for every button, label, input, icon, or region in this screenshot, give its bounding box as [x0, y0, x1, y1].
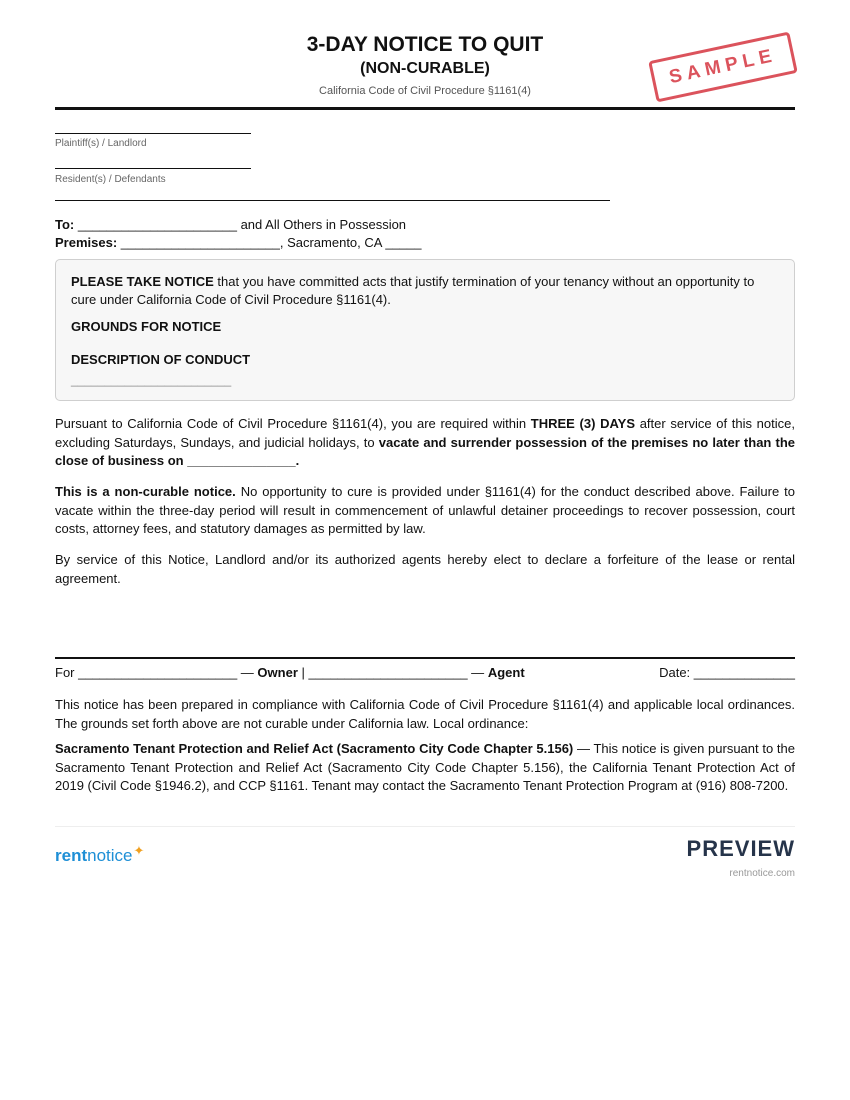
sparkle-icon: ✦: [133, 843, 145, 858]
logo-rent: rent: [55, 846, 88, 865]
forfeiture-paragraph: By service of this Notice, Landlord and/or its authorized agents hereby elect to declare a forfeiture of the lease or rental agreement.: [55, 552, 795, 586]
notice-lead-bold: PLEASE TAKE NOTICE: [71, 274, 214, 289]
vacate-text-a: Pursuant to California Code of Civil Procedure §1161(4), you are required within: [55, 416, 527, 431]
ordinance-paragraph: [55, 740, 795, 796]
compliance-paragraph: This notice has been prepared in compliance with California Code of Civil Procedure §1161(4) and applicable local ordinances. The grounds set forth above are not curable under California law. Local ordinance:: [55, 697, 795, 731]
plaintiff-label: Plaintiff(s) / Landlord: [55, 138, 147, 149]
conduct-blank: ________________________: [71, 373, 232, 387]
caption-divider: [55, 200, 610, 201]
footer-divider: [55, 826, 795, 827]
non-curable-text: No opportunity to cure is provided under §1161(4) for the conduct described above. Failure to vacate within the three-day period will result in commencement of unlawful detainer proceedings to recover possession, court costs, attorney fees, and statutory damages as permitted by law.: [55, 484, 795, 536]
owner-label: Owner: [257, 665, 298, 680]
site-url: rentnotice.com: [729, 868, 795, 879]
rentnotice-logo: [55, 843, 145, 866]
for-blank: For ______________________ —: [55, 665, 254, 680]
sample-stamp: SAMPLE: [648, 31, 798, 102]
logo-notice: notice: [87, 846, 133, 865]
document-subtitle: (NON-CURABLE): [360, 60, 490, 77]
notice-box: [55, 259, 795, 401]
vacate-deadline: vacate and surrender possession of the premises no later than the close of business on _______________.: [55, 434, 795, 468]
to-label: To:: [55, 217, 75, 232]
signature-row: [55, 665, 795, 680]
non-curable-bold: This is a non-curable notice.: [55, 484, 236, 499]
ordinance-bold: Sacramento Tenant Protection and Relief Act (Sacramento City Code Chapter 5.156): [55, 741, 574, 756]
agent-label: Agent: [487, 665, 525, 680]
document-title: 3-DAY NOTICE TO QUIT: [306, 33, 544, 56]
vacate-text-c: after service of this notice, excluding Saturdays, Sundays, and judicial holidays, to: [55, 416, 795, 450]
resident-line: [55, 168, 251, 169]
vacate-paragraph: [55, 415, 795, 471]
to-suffix: and All Others in Possession: [240, 217, 407, 232]
ordinance-text: — This notice is given pursuant to the Sacramento Tenant Protection and Relief Act (Sacramento City Code Chapter 5.156), the California Tenant Protection Act of 2019 (Civil Code §1946.2), and CCP §1161. Tenant may contact the Sacramento Tenant Protection Program at (916) 808-7200.: [55, 741, 795, 793]
conduct-heading: DESCRIPTION OF CONDUCT: [71, 352, 251, 367]
notice-lead-text: that you have committed acts that justify termination of your tenancy without an opportunity to cure under California Code of Civil Procedure §1161(4).: [71, 274, 755, 307]
premises-label: Premises:: [55, 235, 118, 250]
premises-suffix: , Sacramento, CA _____: [279, 235, 422, 250]
agent-blank: | ______________________ —: [301, 665, 485, 680]
to-line: [55, 217, 406, 232]
date-field: Date: ______________: [659, 665, 795, 680]
premises-line: [55, 235, 422, 250]
plaintiff-line: [55, 133, 251, 134]
header-divider: [55, 107, 795, 110]
premises-blank: ______________________: [120, 235, 280, 250]
to-blank: ______________________: [77, 217, 237, 232]
grounds-heading: GROUNDS FOR NOTICE: [71, 319, 222, 334]
preview-label: PREVIEW: [686, 836, 795, 861]
non-curable-paragraph: [55, 483, 795, 539]
code-reference: California Code of Civil Procedure §1161(4): [319, 85, 531, 97]
three-days: THREE (3) DAYS: [530, 416, 635, 431]
resident-label: Resident(s) / Defendants: [55, 174, 166, 185]
signature-divider: [55, 657, 795, 659]
notice-lead: [71, 273, 779, 309]
